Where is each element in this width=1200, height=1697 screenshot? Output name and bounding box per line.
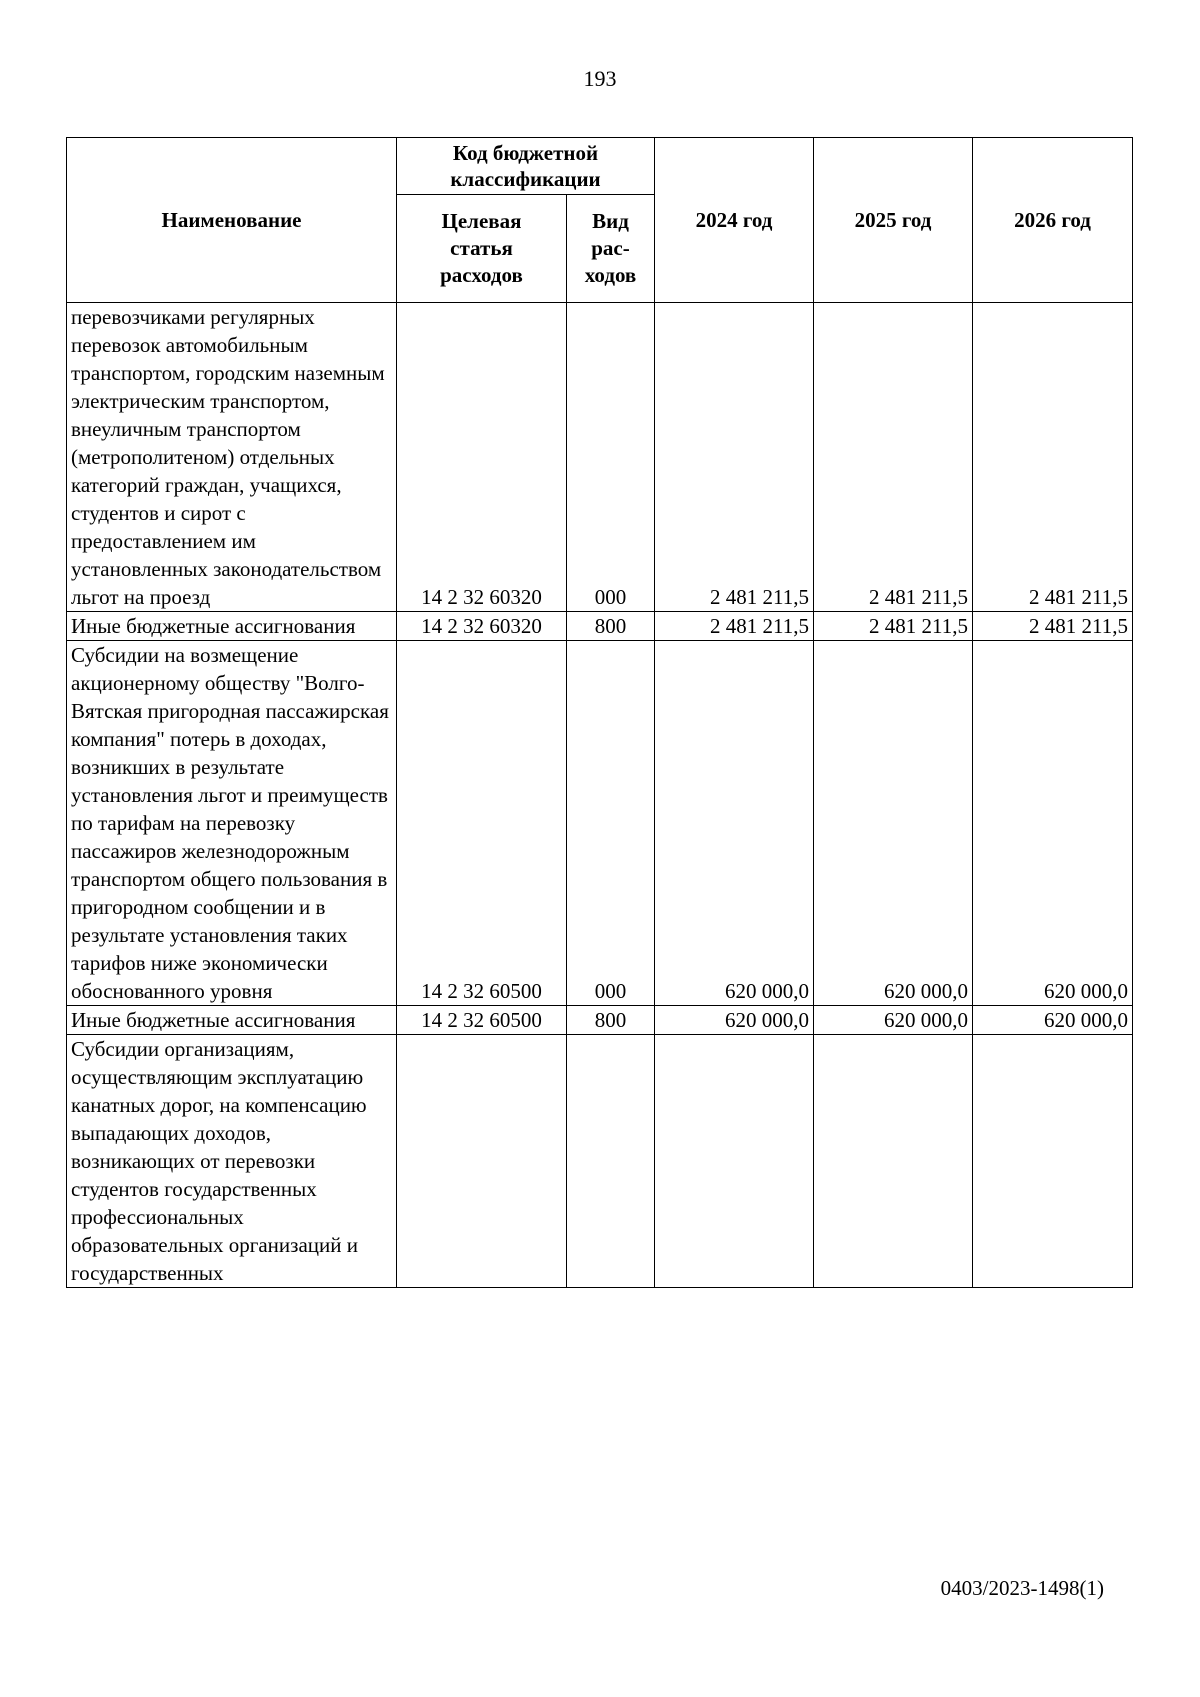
table-row [67, 612, 1133, 641]
header-target-text: Целевая статья расходов [440, 209, 523, 288]
row-name: Иные бюджетные ассигнования [67, 1006, 397, 1035]
row-2026: 2 481 211,5 [973, 303, 1133, 612]
page-number: 193 [583, 66, 617, 91]
row-code: 14 2 32 60320 [397, 612, 567, 641]
row-2025: 2 481 211,5 [814, 612, 973, 641]
row-2024: 2 481 211,5 [655, 612, 814, 641]
header-vid [567, 195, 655, 303]
document-id: 0403/2023-1498(1) [940, 1576, 1104, 1600]
row-2025: 620 000,0 [814, 1006, 973, 1035]
budget-table [66, 137, 1133, 1288]
row-code: 14 2 32 60500 [397, 1006, 567, 1035]
row-2025 [814, 1035, 973, 1288]
row-code: 14 2 32 60320 [397, 303, 567, 612]
row-vid: 000 [567, 641, 655, 1006]
row-code: 14 2 32 60500 [397, 641, 567, 1006]
row-2024: 620 000,0 [655, 641, 814, 1006]
row-2024 [655, 1035, 814, 1288]
row-name: Субсидии организациям, осуществляющим эксплуатацию канатных дорог, на компенсацию выпадающих доходов, возникающих от перевозки студентов государственных профессиональных образовательных организаций и государственных [67, 1035, 397, 1288]
row-2026 [973, 1035, 1133, 1288]
header-vid-line1: Вид [592, 209, 629, 234]
header-target [397, 195, 567, 303]
header-2024: 2024 год [655, 138, 814, 303]
row-vid [567, 1035, 655, 1288]
table-row [67, 641, 1133, 1006]
table-row [67, 1035, 1133, 1288]
header-2026: 2026 год [973, 138, 1133, 303]
row-2025: 2 481 211,5 [814, 303, 973, 612]
row-2025: 620 000,0 [814, 641, 973, 1006]
row-2026: 620 000,0 [973, 1006, 1133, 1035]
row-code [397, 1035, 567, 1288]
header-name: Наименование [67, 138, 397, 303]
header-vid-line2: рас- [591, 236, 630, 261]
row-vid: 800 [567, 612, 655, 641]
header-2025: 2025 год [814, 138, 973, 303]
row-name: Иные бюджетные ассигнования [67, 612, 397, 641]
header-vid-line3: ходов [584, 263, 637, 288]
table-row [67, 1006, 1133, 1035]
table-row [67, 303, 1133, 612]
row-vid: 800 [567, 1006, 655, 1035]
row-2024: 620 000,0 [655, 1006, 814, 1035]
row-2026: 620 000,0 [973, 641, 1133, 1006]
row-2026: 2 481 211,5 [973, 612, 1133, 641]
row-name: перевозчиками регулярных перевозок автомобильным транспортом, городским наземным электрическим транспортом, внеуличным транспортом (метрополитеном) отдельных категорий граждан, учащихся, студентов и сирот с предоставлением им установленных законодательством льгот на проезд [67, 303, 397, 612]
row-vid: 000 [567, 303, 655, 612]
row-2024: 2 481 211,5 [655, 303, 814, 612]
header-code-group: Код бюджетной классификации [397, 138, 655, 195]
row-name: Субсидии на возмещение акционерному обществу "Волго-Вятская пригородная пассажирская компания" потерь в доходах, возникших в результате установления льгот и преимуществ по тарифам на перевозку пассажиров железнодорожным транспортом общего пользования в пригородном сообщении и в результате установления таких тарифов ниже экономически обоснованного уровня [67, 641, 397, 1006]
